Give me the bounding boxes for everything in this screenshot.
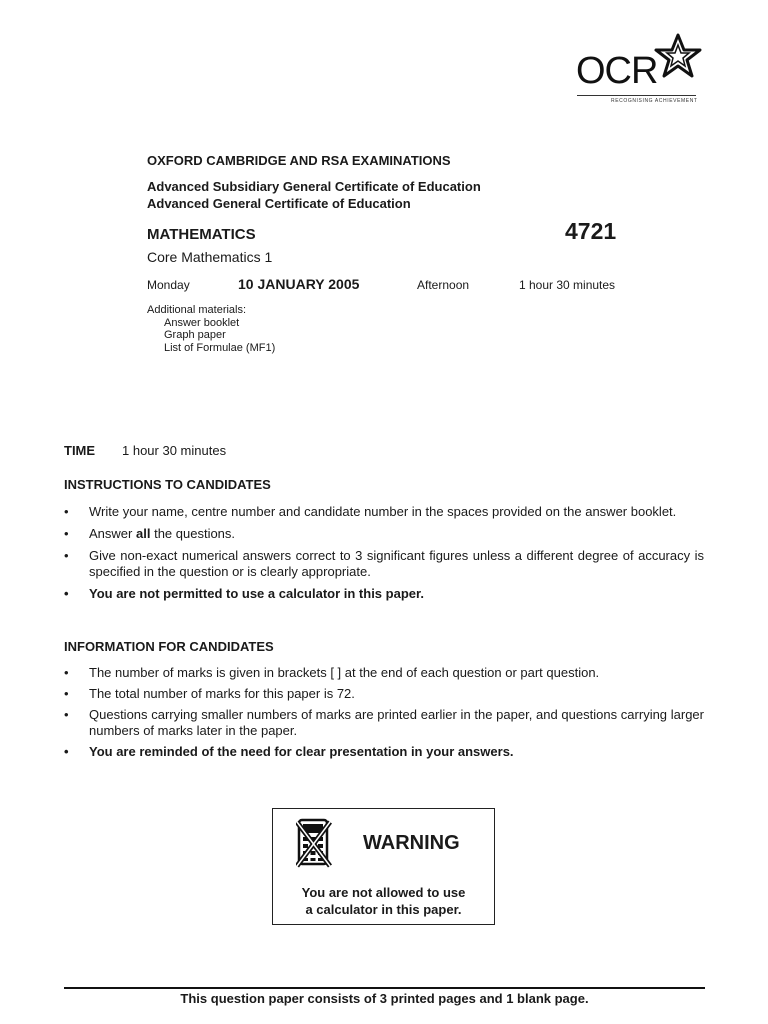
certificate-line-2: Advanced General Certificate of Education: [147, 196, 411, 211]
bullet: •: [64, 665, 69, 680]
warning-title: WARNING: [363, 832, 460, 854]
instructions-list: [64, 504, 704, 602]
warning-message: You are not allowed to use a calculator in this paper.: [301, 885, 466, 917]
bullet: •: [64, 686, 69, 701]
exam-session: Afternoon: [417, 278, 470, 292]
bullet: •: [64, 504, 69, 519]
footer-rule: [64, 987, 705, 989]
list-item: • Answer all the questions.: [64, 526, 236, 541]
materials-label: Additional materials:: [147, 304, 247, 316]
ocr-star-icon: [654, 33, 702, 79]
list-item: • Give non-exact numerical answers correct to 3 significant figures unless a different degree of accuracy is specified in the question or is clearly appropriate.: [64, 548, 704, 579]
subject-title: MATHEMATICS: [147, 226, 256, 243]
paper-code: 4721: [565, 218, 617, 244]
list-item: • You are not permitted to use a calculator in this paper.: [64, 586, 424, 601]
information-list: [64, 665, 704, 760]
time-label: TIME: [64, 443, 96, 458]
list-item: • Questions carrying smaller numbers of marks are printed earlier in the paper, and questions carrying larger numbers of marks later in the paper.: [64, 707, 704, 738]
list-item: • Write your name, centre number and candidate number in the spaces provided on the answer booklet.: [64, 504, 677, 519]
ocr-logo-text: OCR: [576, 50, 658, 92]
material-item: List of Formulae (MF1): [164, 341, 276, 354]
instructions-heading: INSTRUCTIONS TO CANDIDATES: [64, 477, 271, 492]
exam-board: OXFORD CAMBRIDGE AND RSA EXAMINATIONS: [147, 153, 451, 168]
information-heading: INFORMATION FOR CANDIDATES: [64, 639, 274, 654]
time-value: 1 hour 30 minutes: [122, 443, 227, 458]
bullet: •: [64, 707, 69, 722]
bullet: •: [64, 586, 69, 601]
exam-duration: 1 hour 30 minutes: [519, 278, 616, 292]
additional-materials: [147, 304, 275, 354]
bullet: •: [64, 526, 69, 541]
certificate-line-1: Advanced Subsidiary General Certificate of Education: [147, 179, 481, 194]
crossed-calculator-icon: [296, 818, 332, 868]
logo-rule: [577, 95, 696, 96]
list-item: • The number of marks is given in brackets [ ] at the end of each question or part question.: [64, 665, 600, 680]
unit-title: Core Mathematics 1: [147, 249, 273, 265]
material-item: Answer booklet: [164, 316, 240, 329]
exam-day: Monday: [147, 278, 190, 292]
ocr-tagline: RECOGNISING ACHIEVEMENT: [611, 98, 698, 104]
bullet: •: [64, 548, 69, 563]
exam-date: 10 JANUARY 2005: [238, 276, 360, 292]
material-item: Graph paper: [164, 329, 226, 341]
list-item: • You are reminded of the need for clear presentation in your answers.: [64, 744, 514, 759]
list-item: • The total number of marks for this paper is 72.: [64, 686, 355, 701]
bullet: •: [64, 744, 69, 759]
footer-note: This question paper consists of 3 printed pages and 1 blank page.: [180, 991, 589, 1006]
